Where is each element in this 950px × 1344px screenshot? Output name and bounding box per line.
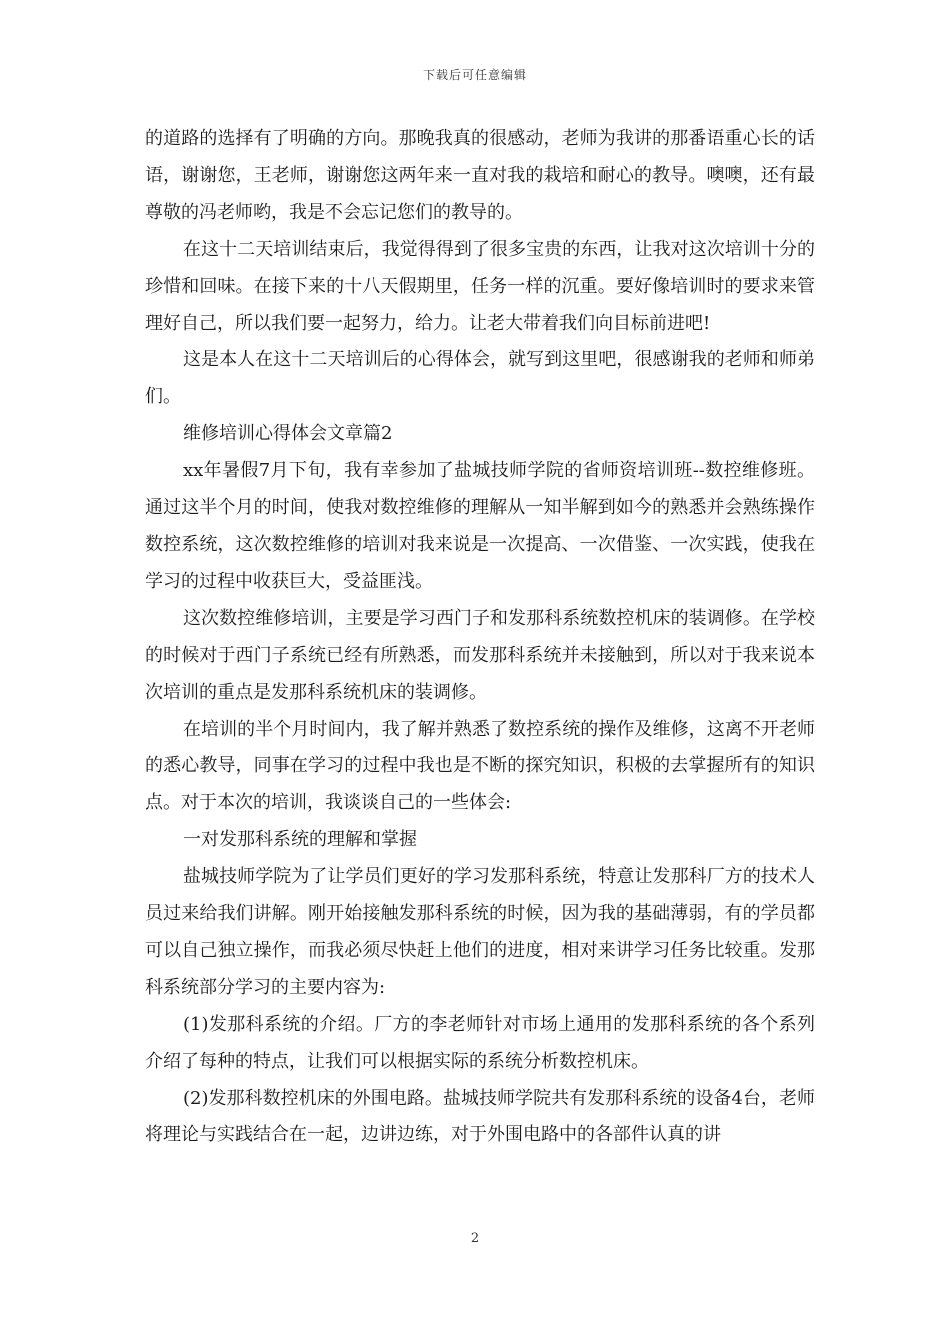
paragraph: 这次数控维修培训，主要是学习西门子和发那科系统数控机床的装调修。在学校的时候对于西门子系统已经有所熟悉，而发那科系统并未接触到，所以对于我来说本次培训的重点是发那科系统机床的装调修。 [145,607,815,703]
paragraph: 的道路的选择有了明确的方向。那晚我真的很感动，老师为我讲的那番语重心长的话语，谢谢您，王老师，谢谢您这两年来一直对我的栽培和耐心的教导。噢噢，还有最尊敬的冯老师哟，我是不会忘记您们的教导的。 [145,128,815,223]
paragraph: 在这十二天培训结束后，我觉得得到了很多宝贵的东西，让我对这次培训十分的珍惜和回味。在接下来的十八天假期里，任务一样的沉重。要好像培训时的要求来管理好自己，所以我们要一起努力，给力。让老大带着我们向目标前进吧! [145,238,815,334]
paragraph: 盐城技师学院为了让学员们更好的学习发那科系统，特意让发那科厂方的技术人员过来给我们讲解。刚开始接触发那科系统的时候，因为我的基础薄弱，有的学员都可以自己独立操作，而我必须尽快赶上他们的进度，相对来讲学习任务比较重。发那科系统部分学习的主要内容为: [145,866,815,998]
list-item: (1)发那科系统的介绍。厂方的李老师针对市场上通用的发那科系统的各个系列介绍了每种的特点，让我们可以根据实际的系统分析数控机床。 [145,1013,815,1072]
section-heading: 维修培训心得体会文章篇2 [183,423,393,445]
paragraph: xx年暑假7月下旬，我有幸参加了盐城技师学院的省师资培训班--数控维修班。通过这半个月的时间，使我对数控维修的理解从一知半解到如今的熟悉并会熟练操作数控系统，这次数控维修的培训对我来说是一次提高、一次借鉴、一次实践，使我在学习的过程中收获巨大，受益匪浅。 [145,460,815,592]
list-item: (2)发那科数控机床的外围电路。盐城技师学院共有发那科系统的设备4台，老师将理论与实践结合在一起，边讲边练，对于外围电路中的各部件认真的讲 [145,1087,815,1146]
paragraph: 在培训的半个月时间内，我了解并熟悉了数控系统的操作及维修，这离不开老师的悉心教导，同事在学习的过程中我也是不断的探究知识，积极的去掌握所有的知识点。对于本次的培训，我谈谈自己的一些体会: [145,718,815,814]
paragraph: 这是本人在这十二天培训后的心得体会，就写到这里吧，很感谢我的老师和师弟们。 [145,349,815,408]
document-body [145,121,815,1154]
page-number: 2 [470,1231,480,1246]
subsection-heading: 一对发那科系统的理解和掌握 [183,829,417,851]
page-header-note: 下载后可任意编辑 [422,68,527,82]
